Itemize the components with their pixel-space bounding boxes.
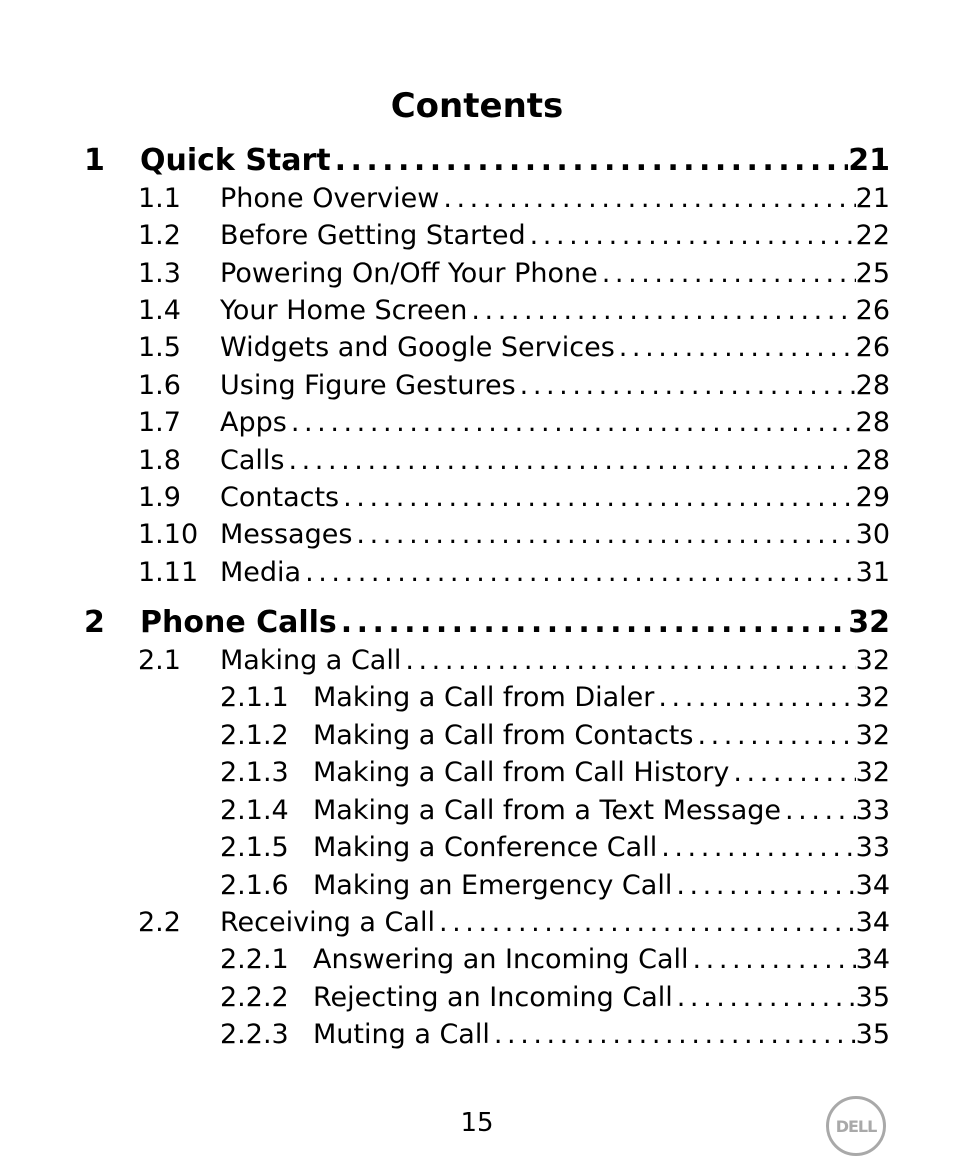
toc-leader-dots — [467, 295, 855, 326]
toc-number: 1.5 — [138, 332, 181, 363]
toc-number: 2.1.3 — [220, 757, 289, 788]
toc-chapter-quick-start[interactable] — [84, 143, 890, 183]
toc-page: 32 — [855, 757, 890, 788]
toc-page: 22 — [855, 220, 890, 251]
toc-number: 1.11 — [138, 557, 199, 588]
page-number: 15 — [460, 1108, 494, 1138]
toc-leader-dots — [693, 720, 855, 751]
toc-page: 32 — [855, 720, 890, 751]
toc-label: Using Figure Gestures — [220, 370, 516, 401]
toc-page: 33 — [855, 832, 890, 863]
toc-subsection[interactable] — [220, 682, 890, 718]
toc-number: 2.1.6 — [220, 870, 289, 901]
toc-leader-dots — [339, 482, 856, 513]
toc-leader-dots — [352, 519, 855, 550]
toc-subsection[interactable] — [220, 982, 890, 1018]
toc-label: Rejecting an Incoming Call — [313, 982, 673, 1013]
toc-page: 35 — [855, 1019, 890, 1050]
toc-leader-dots — [657, 832, 855, 863]
toc-label: Muting a Call — [313, 1019, 490, 1050]
toc-subsection[interactable] — [220, 720, 890, 756]
toc-page: 21 — [848, 143, 890, 178]
toc-leader-dots — [401, 645, 855, 676]
toc-leader-dots — [526, 220, 856, 251]
toc-page: 32 — [848, 605, 890, 640]
toc-leader-dots — [435, 907, 856, 938]
toc-page: 26 — [855, 295, 890, 326]
toc-number: 1.9 — [138, 482, 181, 513]
toc-page: 26 — [855, 332, 890, 363]
toc-number: 2.2 — [138, 907, 181, 938]
toc-leader-dots — [781, 795, 856, 826]
toc-page: 29 — [855, 482, 890, 513]
toc-section[interactable] — [138, 907, 890, 943]
toc-leader-dots — [673, 982, 856, 1013]
toc-subsection[interactable] — [220, 795, 890, 831]
toc-leader-dots — [516, 370, 856, 401]
toc-label: Phone Overview — [220, 183, 440, 214]
toc-label: Making an Emergency Call — [313, 870, 673, 901]
toc-number: 1.2 — [138, 220, 181, 251]
toc-label: Powering On/Off Your Phone — [220, 258, 598, 289]
toc-leader-dots — [331, 143, 849, 178]
toc-label: Making a Call from Dialer — [313, 682, 655, 713]
toc-label: Apps — [220, 407, 287, 438]
toc-page: 31 — [855, 557, 890, 588]
toc-leader-dots — [689, 944, 856, 975]
toc-section[interactable] — [138, 295, 890, 331]
toc-section[interactable] — [138, 332, 890, 368]
toc-number: 2.2.1 — [220, 944, 289, 975]
toc-page: 30 — [855, 519, 890, 550]
toc-number: 1.3 — [138, 258, 181, 289]
toc-page: 32 — [855, 682, 890, 713]
toc-leader-dots — [287, 407, 856, 438]
toc-number: 1.1 — [138, 183, 181, 214]
toc-section[interactable] — [138, 407, 890, 443]
toc-chapter-phone-calls[interactable] — [84, 605, 890, 645]
toc-leader-dots — [615, 332, 856, 363]
toc-number: 2 — [84, 605, 105, 640]
toc-page: 28 — [855, 407, 890, 438]
toc-label: Widgets and Google Services — [220, 332, 615, 363]
toc-page: 34 — [855, 944, 890, 975]
toc-label: Answering an Incoming Call — [313, 944, 689, 975]
toc-subsection[interactable] — [220, 832, 890, 868]
toc-page: 34 — [855, 907, 890, 938]
toc-leader-dots — [284, 445, 855, 476]
toc-page: 35 — [855, 982, 890, 1013]
toc-number: 2.1.4 — [220, 795, 289, 826]
toc-section[interactable] — [138, 557, 890, 593]
toc-page: 33 — [855, 795, 890, 826]
toc-label: Receiving a Call — [220, 907, 435, 938]
toc-leader-dots — [729, 757, 855, 788]
toc-subsection[interactable] — [220, 944, 890, 980]
toc-label: Making a Conference Call — [313, 832, 658, 863]
toc-label: Making a Call from Call History — [313, 757, 730, 788]
toc-number: 2.1 — [138, 645, 181, 676]
toc-number: 1.8 — [138, 445, 181, 476]
toc-label: Your Home Screen — [220, 295, 468, 326]
toc-leader-dots — [672, 870, 855, 901]
toc-page: 34 — [855, 870, 890, 901]
toc-subsection[interactable] — [220, 757, 890, 793]
toc-leader-dots — [598, 258, 856, 289]
dell-logo-icon: DELL — [826, 1096, 886, 1156]
toc-page: 21 — [855, 183, 890, 214]
toc-section[interactable] — [138, 519, 890, 555]
toc-label: Making a Call from Contacts — [313, 720, 694, 751]
toc-label: Calls — [220, 445, 285, 476]
toc-section[interactable] — [138, 445, 890, 481]
toc-page: 28 — [855, 370, 890, 401]
toc-number: 1.4 — [138, 295, 181, 326]
toc-section[interactable] — [138, 370, 890, 406]
page-title: Contents — [390, 86, 564, 126]
toc-number: 2.1.2 — [220, 720, 289, 751]
toc-section[interactable] — [138, 482, 890, 518]
toc-number: 2.2.3 — [220, 1019, 289, 1050]
toc-label: Media — [220, 557, 302, 588]
toc-label: Phone Calls — [140, 605, 337, 640]
toc-number: 1.7 — [138, 407, 181, 438]
toc-label: Contacts — [220, 482, 340, 513]
toc-label: Messages — [220, 519, 353, 550]
toc-page: 28 — [855, 445, 890, 476]
toc-leader-dots — [654, 682, 855, 713]
toc-subsection[interactable] — [220, 1019, 890, 1055]
toc-subsection[interactable] — [220, 870, 890, 906]
toc-page: 25 — [855, 258, 890, 289]
toc-leader-dots — [337, 605, 848, 640]
toc-label: Quick Start — [140, 143, 331, 178]
toc-section[interactable] — [138, 645, 890, 681]
toc-number: 2.1.1 — [220, 682, 289, 713]
toc-section[interactable] — [138, 258, 890, 294]
toc-leader-dots — [439, 183, 855, 214]
toc-label: Making a Call — [220, 645, 402, 676]
toc-number: 1.6 — [138, 370, 181, 401]
toc-section[interactable] — [138, 220, 890, 256]
toc-number: 2.1.5 — [220, 832, 289, 863]
toc-section[interactable] — [138, 183, 890, 219]
toc-page: 32 — [855, 645, 890, 676]
toc-number: 1 — [84, 143, 105, 178]
toc-label: Making a Call from a Text Message — [313, 795, 781, 826]
toc-leader-dots — [490, 1019, 856, 1050]
toc-leader-dots — [301, 557, 856, 588]
toc-label: Before Getting Started — [220, 220, 526, 251]
toc-number: 2.2.2 — [220, 982, 289, 1013]
toc-number: 1.10 — [138, 519, 199, 550]
